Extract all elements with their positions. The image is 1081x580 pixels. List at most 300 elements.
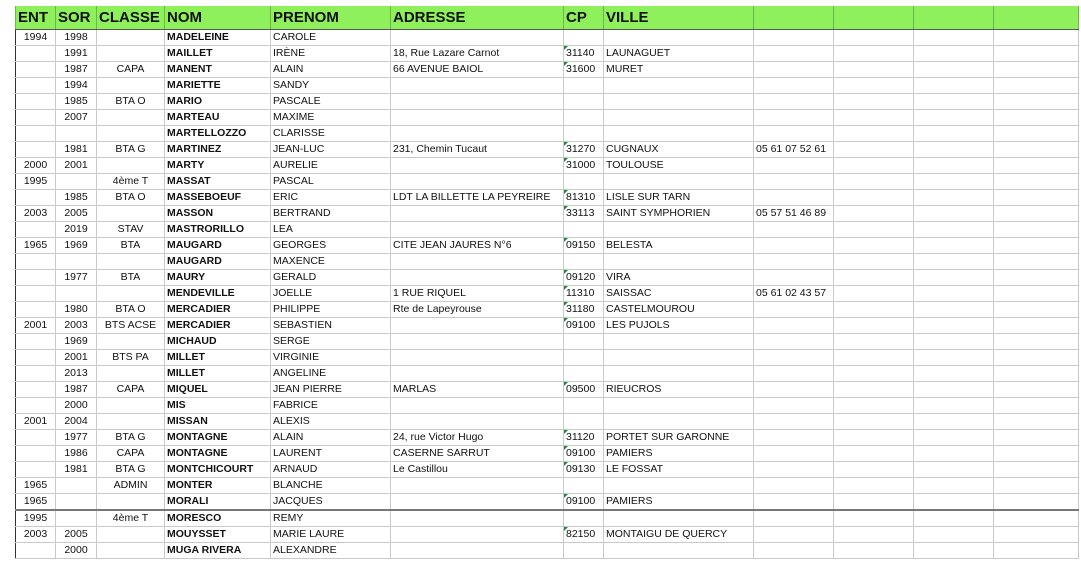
cell-sor[interactable]: 2001 <box>56 350 97 366</box>
cell-classe[interactable]: STAV <box>97 222 165 238</box>
cell-tel[interactable]: 05 57 51 46 89 <box>754 206 834 222</box>
cell-ent[interactable] <box>16 142 56 158</box>
cell-nom[interactable]: MAUGARD <box>165 238 271 254</box>
cell-ville[interactable] <box>604 30 754 46</box>
cell-classe[interactable] <box>97 206 165 222</box>
cell-empty-1[interactable] <box>834 366 914 382</box>
cell-sor[interactable]: 1980 <box>56 302 97 318</box>
cell-classe[interactable] <box>97 366 165 382</box>
cell-nom[interactable]: MARTINEZ <box>165 142 271 158</box>
cell-ent[interactable]: 1995 <box>16 510 56 527</box>
cell-ent[interactable] <box>16 382 56 398</box>
cell-ent[interactable]: 1994 <box>16 30 56 46</box>
cell-nom[interactable]: MENDEVILLE <box>165 286 271 302</box>
cell-sor[interactable]: 1987 <box>56 382 97 398</box>
cell-ville[interactable]: TOULOUSE <box>604 158 754 174</box>
cell-tel[interactable] <box>754 414 834 430</box>
cell-empty-3[interactable] <box>994 318 1079 334</box>
cell-ville[interactable] <box>604 110 754 126</box>
header-prenom[interactable]: PRENOM <box>271 3 391 30</box>
cell-adresse[interactable]: LDT LA BILLETTE LA PEYREIRE <box>391 190 564 206</box>
cell-nom[interactable]: MISSAN <box>165 414 271 430</box>
cell-prenom[interactable]: ALEXIS <box>271 414 391 430</box>
cell-prenom[interactable]: SERGE <box>271 334 391 350</box>
header-nom[interactable]: NOM <box>165 3 271 30</box>
cell-ville[interactable]: CASTELMOUROU <box>604 302 754 318</box>
cell-ville[interactable] <box>604 510 754 527</box>
cell-empty-1[interactable] <box>834 302 914 318</box>
cell-prenom[interactable]: ALAIN <box>271 430 391 446</box>
cell-ent[interactable] <box>16 446 56 462</box>
cell-sor[interactable]: 2004 <box>56 414 97 430</box>
cell-adresse[interactable] <box>391 30 564 46</box>
cell-prenom[interactable]: CLARISSE <box>271 126 391 142</box>
cell-empty-1[interactable] <box>834 430 914 446</box>
cell-tel[interactable] <box>754 254 834 270</box>
cell-prenom[interactable]: PASCAL <box>271 174 391 190</box>
cell-sor[interactable]: 2003 <box>56 318 97 334</box>
cell-empty-3[interactable] <box>994 142 1079 158</box>
cell-ville[interactable]: MURET <box>604 62 754 78</box>
table-row[interactable] <box>16 398 1079 414</box>
cell-empty-2[interactable] <box>914 510 994 527</box>
cell-tel[interactable] <box>754 62 834 78</box>
cell-ville[interactable]: LES PUJOLS <box>604 318 754 334</box>
cell-empty-3[interactable] <box>994 414 1079 430</box>
cell-prenom[interactable]: JACQUES <box>271 494 391 511</box>
cell-empty-2[interactable] <box>914 62 994 78</box>
cell-empty-1[interactable] <box>834 142 914 158</box>
cell-empty-1[interactable] <box>834 462 914 478</box>
cell-prenom[interactable]: ANGELINE <box>271 366 391 382</box>
cell-tel[interactable] <box>754 494 834 511</box>
cell-adresse[interactable] <box>391 478 564 494</box>
cell-nom[interactable]: MORESCO <box>165 510 271 527</box>
cell-empty-3[interactable] <box>994 543 1079 559</box>
cell-cp[interactable]: 81310 <box>564 190 604 206</box>
cell-ville[interactable]: CUGNAUX <box>604 142 754 158</box>
table-row[interactable] <box>16 62 1079 78</box>
cell-adresse[interactable] <box>391 334 564 350</box>
cell-empty-1[interactable] <box>834 543 914 559</box>
cell-prenom[interactable]: MARIE LAURE <box>271 527 391 543</box>
cell-classe[interactable] <box>97 494 165 511</box>
cell-sor[interactable] <box>56 126 97 142</box>
cell-ville[interactable]: LE FOSSAT <box>604 462 754 478</box>
cell-tel[interactable] <box>754 366 834 382</box>
cell-tel[interactable] <box>754 174 834 190</box>
cell-empty-3[interactable] <box>994 206 1079 222</box>
cell-nom[interactable]: MONTAGNE <box>165 430 271 446</box>
cell-empty-2[interactable] <box>914 543 994 559</box>
cell-prenom[interactable]: BERTRAND <box>271 206 391 222</box>
cell-empty-1[interactable] <box>834 158 914 174</box>
header-classe[interactable]: CLASSE <box>97 3 165 30</box>
cell-ville[interactable] <box>604 126 754 142</box>
cell-tel[interactable] <box>754 238 834 254</box>
cell-empty-2[interactable] <box>914 142 994 158</box>
cell-classe[interactable] <box>97 286 165 302</box>
cell-empty-2[interactable] <box>914 222 994 238</box>
cell-sor[interactable]: 1977 <box>56 430 97 446</box>
cell-cp[interactable]: 09130 <box>564 462 604 478</box>
table-row[interactable] <box>16 206 1079 222</box>
cell-adresse[interactable]: 231, Chemin Tucaut <box>391 142 564 158</box>
cell-empty-1[interactable] <box>834 270 914 286</box>
cell-prenom[interactable]: FABRICE <box>271 398 391 414</box>
cell-ent[interactable] <box>16 543 56 559</box>
cell-ville[interactable] <box>604 78 754 94</box>
cell-adresse[interactable] <box>391 270 564 286</box>
cell-empty-2[interactable] <box>914 350 994 366</box>
table-row[interactable] <box>16 302 1079 318</box>
table-row[interactable] <box>16 158 1079 174</box>
cell-adresse[interactable] <box>391 318 564 334</box>
cell-cp[interactable]: 31000 <box>564 158 604 174</box>
cell-ville[interactable]: PORTET SUR GARONNE <box>604 430 754 446</box>
cell-prenom[interactable]: BLANCHE <box>271 478 391 494</box>
cell-prenom[interactable]: REMY <box>271 510 391 527</box>
table-row[interactable] <box>16 430 1079 446</box>
cell-empty-2[interactable] <box>914 430 994 446</box>
cell-adresse[interactable] <box>391 527 564 543</box>
cell-ent[interactable]: 1965 <box>16 238 56 254</box>
cell-classe[interactable]: BTA O <box>97 190 165 206</box>
cell-empty-3[interactable] <box>994 46 1079 62</box>
cell-adresse[interactable] <box>391 206 564 222</box>
cell-empty-2[interactable] <box>914 78 994 94</box>
cell-sor[interactable]: 1969 <box>56 238 97 254</box>
cell-empty-1[interactable] <box>834 62 914 78</box>
cell-classe[interactable]: BTA <box>97 238 165 254</box>
cell-prenom[interactable]: ARNAUD <box>271 462 391 478</box>
cell-prenom[interactable]: LEA <box>271 222 391 238</box>
cell-empty-3[interactable] <box>994 334 1079 350</box>
cell-nom[interactable]: MILLET <box>165 350 271 366</box>
cell-tel[interactable] <box>754 126 834 142</box>
cell-empty-3[interactable] <box>994 286 1079 302</box>
cell-empty-1[interactable] <box>834 238 914 254</box>
cell-ent[interactable]: 2001 <box>16 414 56 430</box>
table-row[interactable] <box>16 382 1079 398</box>
cell-cp[interactable]: 31270 <box>564 142 604 158</box>
cell-prenom[interactable]: ALEXANDRE <box>271 543 391 559</box>
table-row[interactable] <box>16 142 1079 158</box>
cell-ville[interactable] <box>604 222 754 238</box>
cell-nom[interactable]: MICHAUD <box>165 334 271 350</box>
cell-tel[interactable] <box>754 527 834 543</box>
cell-adresse[interactable] <box>391 494 564 511</box>
cell-empty-2[interactable] <box>914 382 994 398</box>
cell-ville[interactable] <box>604 334 754 350</box>
table-row[interactable] <box>16 462 1079 478</box>
cell-nom[interactable]: MARTY <box>165 158 271 174</box>
cell-adresse[interactable] <box>391 543 564 559</box>
cell-nom[interactable]: MARIETTE <box>165 78 271 94</box>
cell-empty-1[interactable] <box>834 254 914 270</box>
cell-empty-2[interactable] <box>914 126 994 142</box>
cell-empty-3[interactable] <box>994 94 1079 110</box>
cell-classe[interactable]: BTA O <box>97 302 165 318</box>
cell-classe[interactable] <box>97 126 165 142</box>
cell-ent[interactable] <box>16 62 56 78</box>
cell-ville[interactable] <box>604 174 754 190</box>
cell-empty-1[interactable] <box>834 478 914 494</box>
cell-classe[interactable]: BTA <box>97 270 165 286</box>
cell-ville[interactable] <box>604 94 754 110</box>
cell-empty-3[interactable] <box>994 30 1079 46</box>
cell-tel[interactable] <box>754 190 834 206</box>
table-row[interactable] <box>16 222 1079 238</box>
cell-empty-3[interactable] <box>994 270 1079 286</box>
table-row[interactable] <box>16 78 1079 94</box>
cell-adresse[interactable] <box>391 398 564 414</box>
cell-tel[interactable] <box>754 30 834 46</box>
cell-tel[interactable] <box>754 510 834 527</box>
cell-ent[interactable] <box>16 110 56 126</box>
cell-empty-1[interactable] <box>834 206 914 222</box>
cell-prenom[interactable]: JEAN-LUC <box>271 142 391 158</box>
cell-ent[interactable]: 1965 <box>16 478 56 494</box>
cell-ent[interactable] <box>16 430 56 446</box>
cell-adresse[interactable]: Le Castillou <box>391 462 564 478</box>
cell-tel[interactable] <box>754 46 834 62</box>
cell-cp[interactable] <box>564 478 604 494</box>
cell-classe[interactable] <box>97 30 165 46</box>
cell-prenom[interactable]: SANDY <box>271 78 391 94</box>
cell-empty-2[interactable] <box>914 46 994 62</box>
cell-empty-2[interactable] <box>914 94 994 110</box>
cell-sor[interactable]: 2013 <box>56 366 97 382</box>
header-ville[interactable]: VILLE <box>604 3 754 30</box>
cell-empty-3[interactable] <box>994 478 1079 494</box>
cell-tel[interactable]: 05 61 02 43 57 <box>754 286 834 302</box>
table-row[interactable] <box>16 318 1079 334</box>
cell-nom[interactable]: MARIO <box>165 94 271 110</box>
cell-adresse[interactable]: 24, rue Victor Hugo <box>391 430 564 446</box>
cell-cp[interactable]: 31600 <box>564 62 604 78</box>
cell-cp[interactable] <box>564 174 604 190</box>
cell-ent[interactable]: 2003 <box>16 206 56 222</box>
cell-sor[interactable]: 1985 <box>56 190 97 206</box>
cell-cp[interactable] <box>564 126 604 142</box>
cell-classe[interactable] <box>97 46 165 62</box>
cell-nom[interactable]: MASTRORILLO <box>165 222 271 238</box>
cell-cp[interactable]: 09120 <box>564 270 604 286</box>
cell-nom[interactable]: MORALI <box>165 494 271 511</box>
cell-empty-3[interactable] <box>994 238 1079 254</box>
cell-cp[interactable]: 31140 <box>564 46 604 62</box>
table-row[interactable] <box>16 527 1079 543</box>
cell-prenom[interactable]: CAROLE <box>271 30 391 46</box>
cell-empty-3[interactable] <box>994 510 1079 527</box>
cell-cp[interactable] <box>564 543 604 559</box>
cell-sor[interactable]: 2019 <box>56 222 97 238</box>
cell-ent[interactable] <box>16 366 56 382</box>
cell-classe[interactable] <box>97 398 165 414</box>
cell-ent[interactable]: 2003 <box>16 527 56 543</box>
cell-sor[interactable] <box>56 478 97 494</box>
cell-adresse[interactable] <box>391 94 564 110</box>
cell-nom[interactable]: MIS <box>165 398 271 414</box>
cell-cp[interactable]: 09100 <box>564 446 604 462</box>
cell-nom[interactable]: MASSEBOEUF <box>165 190 271 206</box>
table-row[interactable] <box>16 510 1079 527</box>
cell-classe[interactable]: 4ème T <box>97 174 165 190</box>
table-row[interactable] <box>16 286 1079 302</box>
cell-empty-3[interactable] <box>994 350 1079 366</box>
cell-tel[interactable] <box>754 222 834 238</box>
cell-ville[interactable] <box>604 350 754 366</box>
cell-empty-3[interactable] <box>994 366 1079 382</box>
cell-sor[interactable]: 1987 <box>56 62 97 78</box>
cell-adresse[interactable]: 66 AVENUE BAIOL <box>391 62 564 78</box>
cell-empty-2[interactable] <box>914 527 994 543</box>
cell-tel[interactable] <box>754 350 834 366</box>
cell-prenom[interactable]: IRÈNE <box>271 46 391 62</box>
cell-classe[interactable]: BTA O <box>97 94 165 110</box>
cell-classe[interactable]: BTS PA <box>97 350 165 366</box>
table-row[interactable] <box>16 30 1079 46</box>
cell-cp[interactable]: 31120 <box>564 430 604 446</box>
cell-adresse[interactable] <box>391 78 564 94</box>
cell-ent[interactable] <box>16 334 56 350</box>
cell-nom[interactable]: MASSAT <box>165 174 271 190</box>
header-cp[interactable]: CP <box>564 3 604 30</box>
cell-empty-3[interactable] <box>994 430 1079 446</box>
cell-ent[interactable] <box>16 398 56 414</box>
cell-empty-2[interactable] <box>914 238 994 254</box>
cell-empty-3[interactable] <box>994 302 1079 318</box>
cell-sor[interactable] <box>56 174 97 190</box>
cell-empty-2[interactable] <box>914 286 994 302</box>
cell-cp[interactable] <box>564 30 604 46</box>
header-empty-2[interactable] <box>914 3 994 30</box>
cell-sor[interactable] <box>56 510 97 527</box>
header-empty-3[interactable] <box>994 3 1079 30</box>
cell-classe[interactable] <box>97 254 165 270</box>
cell-adresse[interactable]: 1 RUE RIQUEL <box>391 286 564 302</box>
cell-cp[interactable]: 09500 <box>564 382 604 398</box>
cell-adresse[interactable] <box>391 174 564 190</box>
cell-ville[interactable]: PAMIERS <box>604 494 754 511</box>
cell-prenom[interactable]: MAXENCE <box>271 254 391 270</box>
cell-adresse[interactable] <box>391 158 564 174</box>
cell-sor[interactable]: 2005 <box>56 527 97 543</box>
cell-ent[interactable]: 1995 <box>16 174 56 190</box>
cell-classe[interactable]: CAPA <box>97 62 165 78</box>
cell-prenom[interactable]: PHILIPPE <box>271 302 391 318</box>
cell-nom[interactable]: MANENT <box>165 62 271 78</box>
cell-sor[interactable]: 1981 <box>56 142 97 158</box>
table-row[interactable] <box>16 110 1079 126</box>
cell-tel[interactable] <box>754 334 834 350</box>
cell-tel[interactable] <box>754 302 834 318</box>
cell-classe[interactable]: BTA G <box>97 430 165 446</box>
cell-sor[interactable]: 1969 <box>56 334 97 350</box>
cell-cp[interactable] <box>564 334 604 350</box>
table-row[interactable] <box>16 94 1079 110</box>
cell-sor[interactable]: 2000 <box>56 398 97 414</box>
cell-ent[interactable] <box>16 270 56 286</box>
cell-empty-2[interactable] <box>914 478 994 494</box>
cell-adresse[interactable]: MARLAS <box>391 382 564 398</box>
cell-adresse[interactable] <box>391 254 564 270</box>
cell-sor[interactable]: 2005 <box>56 206 97 222</box>
cell-empty-1[interactable] <box>834 334 914 350</box>
cell-adresse[interactable] <box>391 222 564 238</box>
cell-sor[interactable]: 2001 <box>56 158 97 174</box>
header-empty-1[interactable] <box>834 3 914 30</box>
cell-ville[interactable] <box>604 398 754 414</box>
cell-ent[interactable] <box>16 302 56 318</box>
cell-tel[interactable] <box>754 94 834 110</box>
cell-prenom[interactable]: AURELIE <box>271 158 391 174</box>
cell-ville[interactable]: BELESTA <box>604 238 754 254</box>
cell-ent[interactable]: 2000 <box>16 158 56 174</box>
cell-classe[interactable]: BTA G <box>97 142 165 158</box>
cell-empty-1[interactable] <box>834 222 914 238</box>
cell-ent[interactable]: 2001 <box>16 318 56 334</box>
cell-prenom[interactable]: GERALD <box>271 270 391 286</box>
header-sor[interactable]: SOR <box>56 3 97 30</box>
cell-nom[interactable]: MOUYSSET <box>165 527 271 543</box>
cell-empty-2[interactable] <box>914 414 994 430</box>
cell-ville[interactable]: LISLE SUR TARN <box>604 190 754 206</box>
cell-empty-1[interactable] <box>834 78 914 94</box>
cell-classe[interactable]: 4ème T <box>97 510 165 527</box>
cell-cp[interactable]: 09100 <box>564 318 604 334</box>
cell-nom[interactable]: MAILLET <box>165 46 271 62</box>
cell-empty-2[interactable] <box>914 446 994 462</box>
cell-empty-3[interactable] <box>994 190 1079 206</box>
cell-cp[interactable] <box>564 510 604 527</box>
cell-empty-3[interactable] <box>994 446 1079 462</box>
cell-empty-3[interactable] <box>994 382 1079 398</box>
cell-ville[interactable] <box>604 543 754 559</box>
table-row[interactable] <box>16 543 1079 559</box>
cell-nom[interactable]: MADELEINE <box>165 30 271 46</box>
cell-ent[interactable] <box>16 350 56 366</box>
cell-sor[interactable] <box>56 494 97 511</box>
cell-nom[interactable]: MARTEAU <box>165 110 271 126</box>
cell-nom[interactable]: MONTAGNE <box>165 446 271 462</box>
cell-ent[interactable] <box>16 286 56 302</box>
cell-empty-3[interactable] <box>994 126 1079 142</box>
cell-nom[interactable]: MAURY <box>165 270 271 286</box>
cell-prenom[interactable]: JEAN PIERRE <box>271 382 391 398</box>
cell-ville[interactable] <box>604 478 754 494</box>
cell-sor[interactable] <box>56 254 97 270</box>
cell-adresse[interactable] <box>391 350 564 366</box>
cell-classe[interactable] <box>97 334 165 350</box>
cell-prenom[interactable]: PASCALE <box>271 94 391 110</box>
cell-tel[interactable] <box>754 318 834 334</box>
cell-ent[interactable] <box>16 46 56 62</box>
cell-empty-1[interactable] <box>834 30 914 46</box>
cell-nom[interactable]: MONTCHICOURT <box>165 462 271 478</box>
cell-empty-1[interactable] <box>834 126 914 142</box>
cell-empty-1[interactable] <box>834 318 914 334</box>
cell-cp[interactable] <box>564 222 604 238</box>
cell-adresse[interactable]: CASERNE SARRUT <box>391 446 564 462</box>
cell-cp[interactable] <box>564 254 604 270</box>
cell-tel[interactable] <box>754 478 834 494</box>
cell-tel[interactable] <box>754 270 834 286</box>
cell-empty-3[interactable] <box>994 494 1079 511</box>
cell-tel[interactable] <box>754 462 834 478</box>
cell-adresse[interactable]: 18, Rue Lazare Carnot <box>391 46 564 62</box>
